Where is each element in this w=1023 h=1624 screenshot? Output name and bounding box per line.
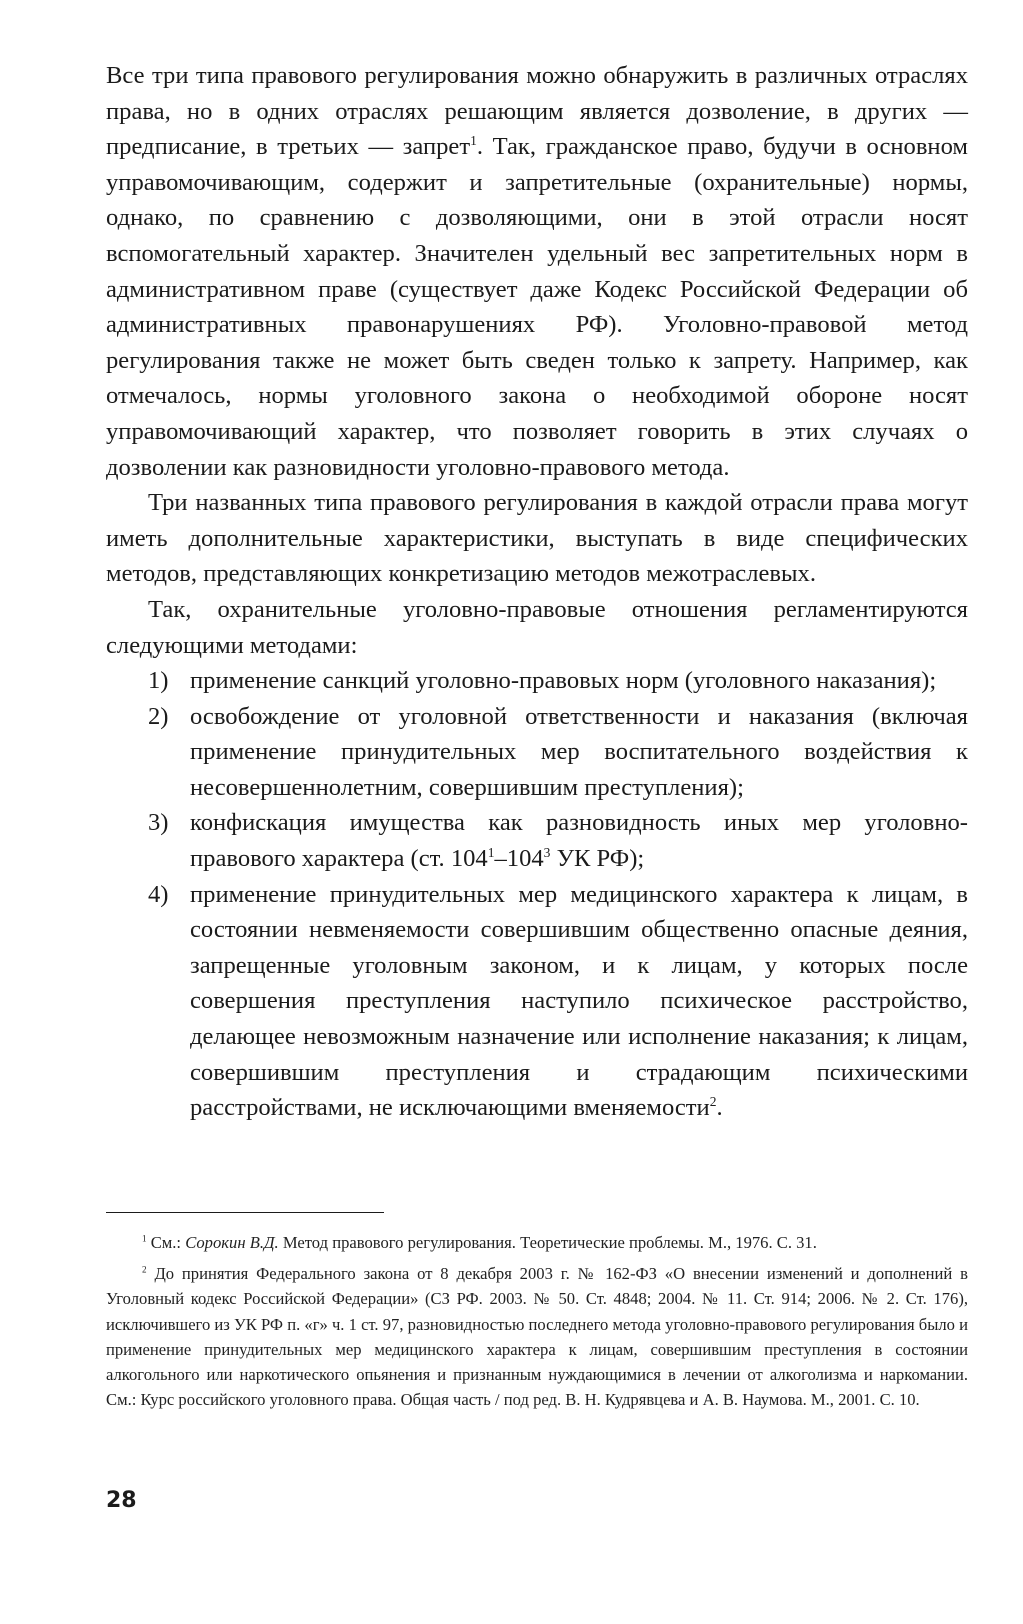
list-item-text: конфискация имущества как разновидность иных мер уголовно-правового характера (ст. $104^1-104^3$ УК РФ); [190,809,968,873]
paragraph-2: Три названных типа правового регулирования в каждой отрасли права могут иметь дополнительные характеристики, выступать в виде специфических методов, представляющих конкретизацию методов межотраслевых. [106,489,968,588]
list-item-text: применение санкций уголовно-правовых норм (уголовного наказания); [190,667,937,695]
list-item-text: освобождение от уголовной ответственности и наказания (включая применение принудительных мер воспитательного воздействия к несовершеннолетним, совершившим преступления); [190,702,968,801]
list-item-text: применение принудительных мер медицинского характера к лицам, в состоянии невменяемости совершившим общественно опасные деяния, запрещенные уголовным законом, и к лицам, у которых после совершения преступления наступило психическое расстройство, делающее невозможным назначение или исполнение наказания; к лицам, совершившим преступления и страдающим психическими расстройствами, не исключающими вменяемости$^2$. [190,880,968,1122]
footnote-ref-2[interactable]: 2 [709,1094,717,1110]
list-item [106,877,968,1126]
page-number: 28 [106,1488,137,1513]
list-item [106,699,968,806]
list-item [106,805,968,876]
list-item-number: 1) [148,667,169,695]
footnote-mark: 1 [142,1233,147,1244]
paragraph-3: Так, охранительные уголовно-правовые отношения регламентируются следующими методами: [106,595,968,659]
methods-list [106,663,968,1126]
footnote-mark: 2 [142,1264,147,1275]
list-item-number: 3) [148,809,169,837]
footnotes [106,1230,968,1418]
list-item [106,663,968,699]
footnote-author: Сорокин В.Д. [185,1233,279,1252]
paragraph-1: Все три типа правового регулирования можно обнаружить в различных отраслях права, но в одних отраслях решающим является дозволение, в других — предписание, в третьих — запрет$^1$. Так, гражданское право, будучи в основном управомочивающим, содержит и запретительные (охранительные) нормы, однако, по сравнению с дозволяющими, они в этой отрасли носят вспомогательный характер. Значителен удельный вес запретительных норм в административном праве (существует даже Кодекс Российской Федерации об административных правонарушениях РФ). Уголовно-правовой метод регулирования также не может быть сведен только к запрету. Например, как отмечалось, нормы уголовного закона о необходимой обороне носят управомочивающий характер, что позволяет говорить в этих случаях о дозволении как разновидности уголовно-правового метода. [106,62,968,481]
list-item-number: 2) [148,702,169,730]
main-text [106,58,968,1126]
footnote-2: $^2$ До принятия Федерального закона от 8 декабря 2003 г. № 162-ФЗ «О внесении изменений и дополнений в Уголовный кодекс Российской Федерации» (СЗ РФ. 2003. № 50. Ст. 4848; 2004. № 11. Ст. 914; 2006. № 2. Ст. 176), исключившего из УК РФ п. «г» ч. 1 ст. 97, разновидностью последнего метода уголовно-правового регулирования было и применение принудительных мер медицинского характера к лицам, совершившим преступления в состоянии алкогольного или наркотического опьянения и признанным нуждающимися в лечении от алкоголизма и наркомании. См.: Курс российского уголовного права. Общая часть / под ред. В. Н. Кудрявцева и А. В. Наумова. М., 2001. С. 10. [106,1264,968,1410]
list-item-number: 4) [148,880,169,908]
footnote-1: $^1$ См.: Сорокин В.Д. Метод правового регулирования. Теоретические проблемы. М., 1976. С. 31. [142,1233,817,1252]
footnote-ref-1[interactable]: 1 [470,133,477,148]
footnote-separator [106,1212,384,1213]
